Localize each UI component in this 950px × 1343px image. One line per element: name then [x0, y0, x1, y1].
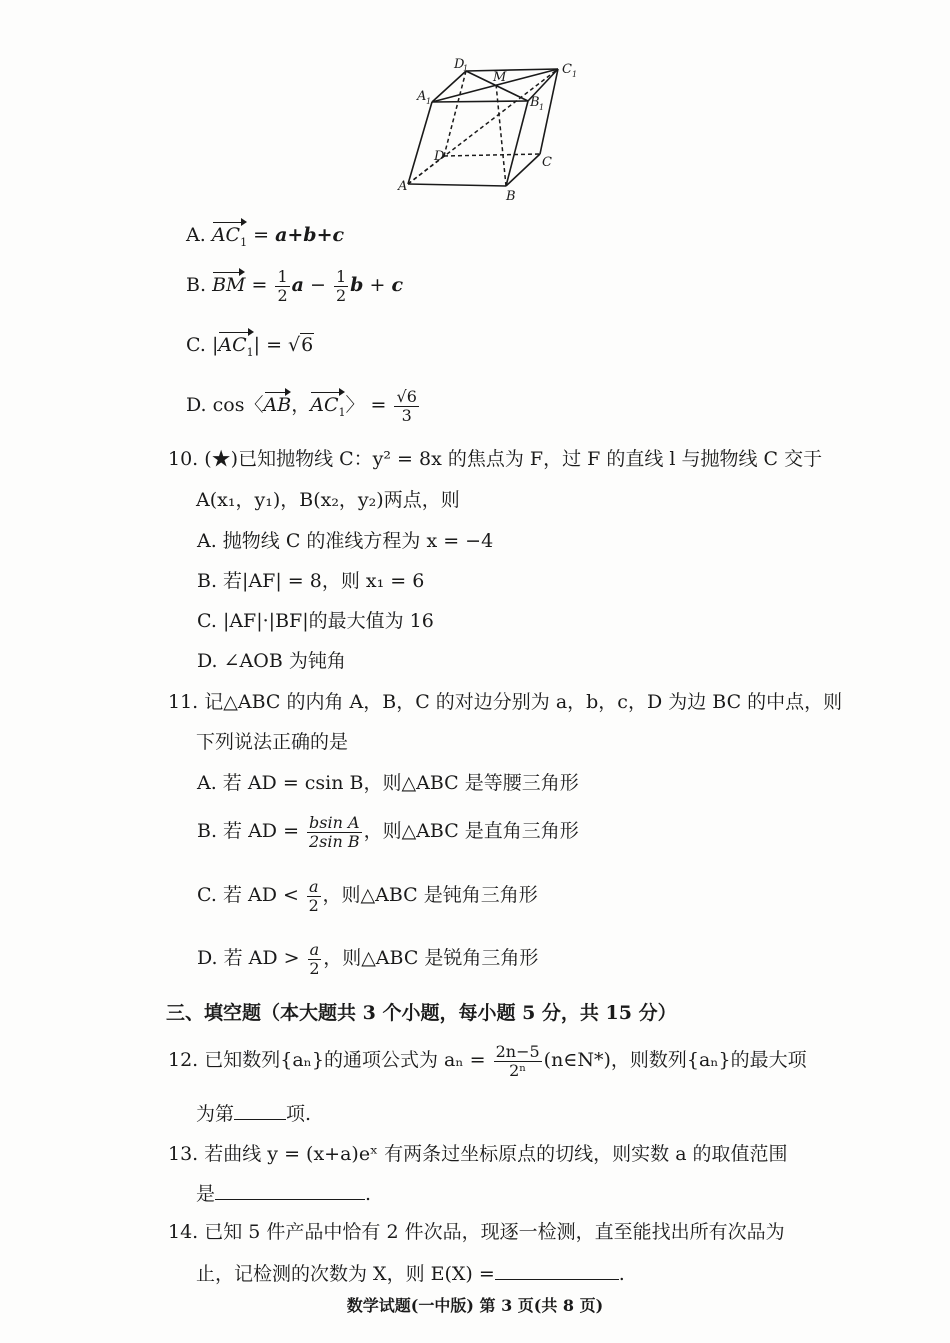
q12-line2: 为第 项. [196, 1103, 312, 1125]
q10-option-d: D. ∠AOB 为钝角 [197, 650, 346, 672]
q9-option-d: D. cos〈AB，$AC_1$〉 = $\frac{√6}{3}$ [186, 387, 417, 425]
label-a1-sub: 1 [426, 97, 432, 106]
q14-answer-blank[interactable] [495, 1261, 619, 1280]
q9-option-c: C. $|AC_1| = √6$ [186, 334, 314, 359]
q10-option-b: B. 若|AF| = 8，则 x₁ = 6 [197, 570, 425, 592]
label-b1: B [530, 95, 540, 110]
q9-option-a: A. $AC_1 = a+b+c$ [186, 224, 345, 249]
q12-line1: 12. 已知数列{aₙ}的通项公式为 aₙ = $\frac{2n-5}{\text{2ⁿ}}$ (n∈N*)，则数列{aₙ}的最大项 [168, 1042, 807, 1080]
label-c1: C [562, 62, 572, 77]
q14-line2: 止，记检测的次数为 X，则 E(X) = . [196, 1263, 625, 1285]
q11-stem-line2: 下列说法正确的是 [196, 731, 349, 753]
q10-option-a: A. 抛物线 C 的准线方程为 x = −4 [197, 530, 494, 552]
label-b: B [506, 189, 516, 204]
q10-stem-line2: A(x₁，y₁)，B(x₂，y₂)两点，则 [196, 489, 460, 511]
label-a: A [398, 179, 408, 194]
label-d1: D [454, 57, 465, 72]
parallelepiped-figure [396, 54, 596, 204]
label-m: M [493, 70, 507, 85]
q11-option-c: C. 若 AD < $\frac{a}{2}$ ，则△ABC 是钝角三角形 [197, 877, 538, 915]
section-heading-fill-in: 三、填空题（本大题共 3 个小题，每小题 5 分，共 15 分） [166, 1002, 677, 1024]
q13-answer-blank[interactable] [215, 1181, 365, 1200]
q13-line2: 是 . [196, 1183, 372, 1205]
q11-option-a: A. 若 AD = csin B，则△ABC 是等腰三角形 [197, 772, 579, 794]
page-footer: 数学试题(一中版) 第 3 页(共 8 页) [346, 1296, 604, 1315]
label-c1-sub: 1 [572, 70, 578, 79]
q11-option-b: B. 若 AD = $\frac{\text{bsin A}}{\text{2sin B}}$ ，则△ABC 是直角三角形 [197, 813, 579, 851]
q10-option-c: C. |AF|·|BF|的最大值为 16 [197, 610, 434, 632]
q9-option-b: B. BM = $\frac{1}{2}$ a − $\frac{1}{2}$ b + c [186, 267, 404, 305]
label-c: C [542, 155, 552, 170]
q11-stem-line1: 11. 记△ABC 的内角 A，B，C 的对边分别为 a，b，c，D 为边 BC 的中点，则 [168, 691, 843, 713]
q10-stem-line1: 10. (★)已知抛物线 C：y² = 8x 的焦点为 F，过 F 的直线 l 与抛物线 C 交于 [168, 448, 823, 470]
q13-line1: 13. 若曲线 y = (x+a)eˣ 有两条过坐标原点的切线，则实数 a 的取值范围 [168, 1143, 788, 1165]
label-a1: A [417, 89, 427, 104]
q14-line1: 14. 已知 5 件产品中恰有 2 件次品，现逐一检测，直至能找出所有次品为 [168, 1221, 785, 1243]
q12-answer-blank[interactable] [234, 1101, 286, 1120]
q11-option-d: D. 若 AD > $\frac{a}{2}$ ，则△ABC 是锐角三角形 [197, 940, 539, 978]
label-d: D [434, 149, 445, 164]
label-b1-sub: 1 [539, 103, 545, 112]
label-d1-sub: 1 [463, 64, 469, 73]
